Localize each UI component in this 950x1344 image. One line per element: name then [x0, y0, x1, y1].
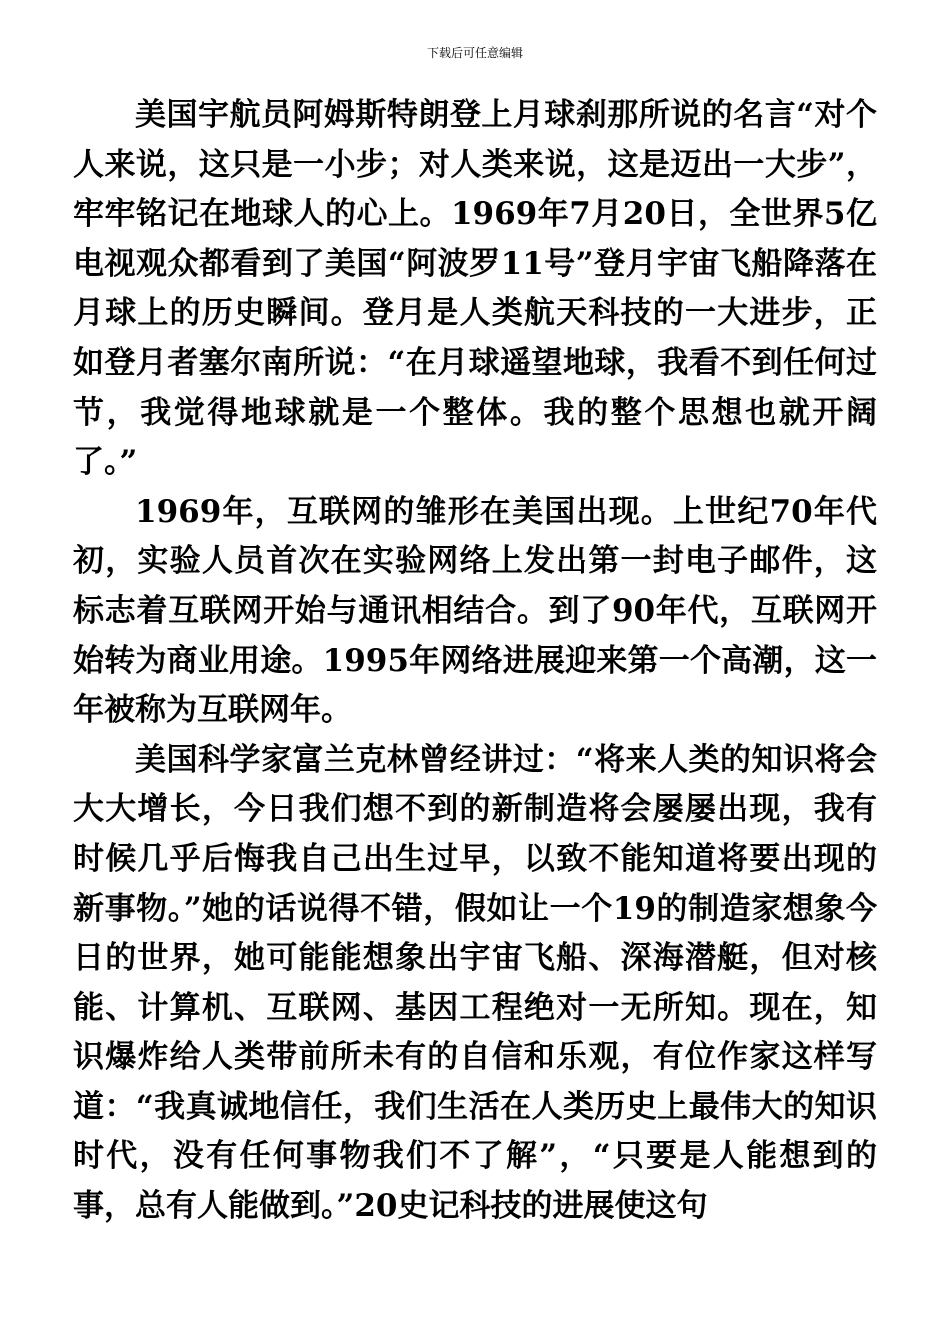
paragraph-moon-landing: 美国宇航员阿姆斯特朗登上月球刹那所说的名言“对个人来说，这只是一小步；对人类来说，这是迈出一大步”，牢牢铭记在地球人的心上。1969年7月20日，全世界5亿电视观众都看到了美国“阿波罗11号”登月宇宙飞船降落在月球上的历史瞬间。登月是人类航天科技的一大进步，正如登月者塞尔南所说：“在月球遥望地球，我看不到任何过节，我觉得地球就是一个整体。我的整个思想也就开阔了。”: [73, 97, 877, 481]
paragraph-franklin-quote: 美国科学家富兰克林曾经讲过：“将来人类的知识将会大大增长，今日我们想不到的新制造将会屡屡出现，我有时候几乎后悔我自己出生过早，以致不能知道将要出现的新事物。”她的话说得不错，假如让一个19的制造家想象今日的世界，她可能能想象出宇宙飞船、深海潜艇，但对核能、计算机、互联网、基因工程绝对一无所知。现在，知识爆炸给人类带前所未有的自信和乐观，有位作家这样写道：“我真诚地信任，我们生活在人类历史上最伟大的知识时代，没有任何事物我们不了解”，“只要是人能想到的事，总有人能做到。”20史记科技的进展使这句: [73, 741, 877, 1225]
paragraph-internet: 1969年，互联网的雏形在美国出现。上世纪70年代初，实验人员首次在实验网络上发出第一封电子邮件，这标志着互联网开始与通讯相结合。到了90年代，互联网开始转为商业用途。1995年网络进展迎来第一个高潮，这一年被称为互联网年。: [73, 493, 877, 729]
page-header: 下载后可任意编辑: [426, 46, 523, 60]
document-body: [73, 91, 877, 1232]
